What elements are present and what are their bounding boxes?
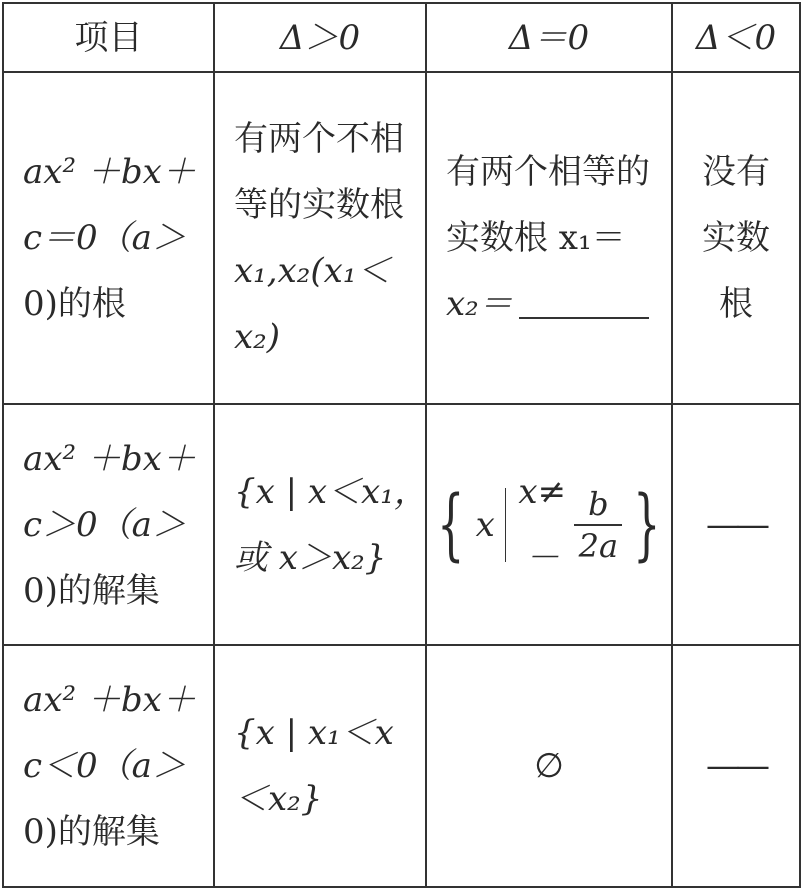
row-lt-label: ax² ＋bx＋ c＜0（a＞ 0)的解集 xyxy=(23,680,196,852)
row-gt-lt: —— xyxy=(706,504,766,545)
label-line: ax² ＋bx＋ xyxy=(23,152,196,192)
label-line: c＝0（a＞ xyxy=(23,218,186,258)
row-lt-gt: {x | x₁＜x ＜x₂} xyxy=(234,713,394,819)
header-delta-gt: Δ＞0 xyxy=(279,17,361,58)
row-roots-gt: 有两个不相 等的实数根 x₁,x₂(x₁＜ x₂) xyxy=(234,119,404,357)
row-lt-lt: —— xyxy=(706,746,766,786)
row-gt-eq xyxy=(426,404,672,645)
row-gt-label: ax² ＋bx＋ c＞0（a＞ 0)的解集 xyxy=(23,438,196,611)
row-roots-label xyxy=(3,72,214,404)
header-delta-eq: Δ＝0 xyxy=(508,17,590,58)
row-gt-gt: {x | x＜x₁， 或 x＞x₂} xyxy=(234,471,428,578)
empty-set-symbol: ∅ xyxy=(534,746,564,786)
row-roots-eq: 有两个相等的 实数根 x₁＝ x₂＝ xyxy=(446,152,650,324)
set-builder-expression: { x x≠－ $\frac{b}{2a}$ } xyxy=(437,471,661,578)
row-roots-lt: 没有 实数 根 xyxy=(702,152,770,324)
blank-answer-line xyxy=(519,317,649,319)
row-lt-eq xyxy=(426,645,672,887)
header-delta-lt: Δ＜0 xyxy=(695,17,777,58)
fraction: $\frac{b}{2a}$ xyxy=(574,484,622,566)
header-item: 项目 xyxy=(74,17,143,58)
label-line: 0)的根 xyxy=(23,284,126,324)
